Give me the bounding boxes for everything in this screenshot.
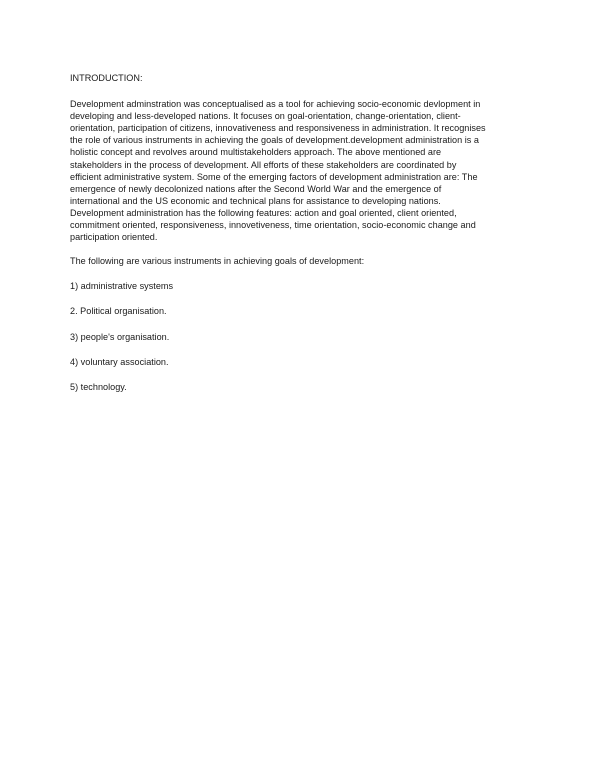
intro-paragraph [70,98,530,243]
paragraph-line: participation oriented. [70,232,158,243]
paragraph-line: international and the US economic and technical plans for assistance to developing nations. [70,195,441,206]
paragraph-line: holistic concept and revolves around multistakeholders approach. The above mentioned are [70,147,442,158]
list-intro: The following are various instruments in achieving goals of development: [70,256,365,267]
paragraph-line: developing and less-developed nations. It focuses on goal-orientation, change-orientation, client- [70,111,461,122]
paragraph-line: commitment oriented, responsiveness, innovetiveness, time orientation, socio-economic change and [70,220,476,231]
document-body [70,72,530,406]
paragraph-line: Development administration has the following features: action and goal oriented, client oriented, [70,207,457,218]
paragraph-line: Development adminstration was conceptualised as a tool for achieving socio-economic devlopment in [70,99,481,110]
list-item: 1) administrative systems [70,281,174,292]
paragraph-line: stakeholders in the process of development. All efforts of these stakeholders are coordinated by [70,159,457,170]
paragraph-line: emergence of newly decolonized nations after the Second World War and the emergence of [70,183,442,194]
paragraph-line: the role of various instruments in achieving the goals of development.development administration is a [70,135,479,146]
list-item: 2. Political organisation. [70,306,167,317]
section-heading: INTRODUCTION: [70,73,143,83]
list-item: 5) technology. [70,381,127,392]
paragraph-line: efficient administrative system. Some of the emerging factors of development administration are: The [70,171,478,182]
list-item: 3) people's organisation. [70,331,170,342]
list-item: 4) voluntary association. [70,356,169,367]
paragraph-line: orientation, participation of citizens, innovativeness and responsiveness in administration. It recognises [70,123,486,134]
